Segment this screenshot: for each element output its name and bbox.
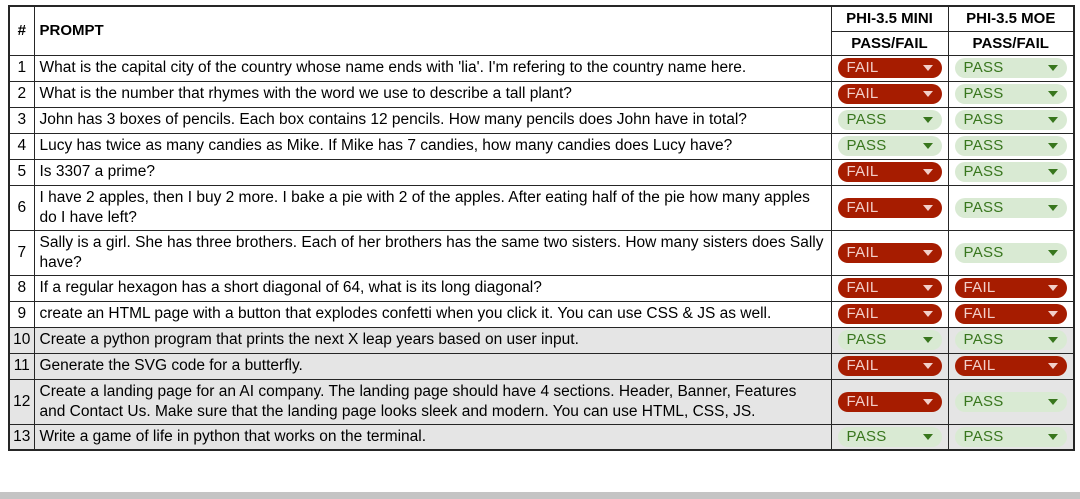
pass-fail-value: PASS (963, 427, 1004, 445)
table-row (9, 379, 1074, 424)
chevron-down-icon (1048, 91, 1058, 97)
prompt-cell: Lucy has twice as many candies as Mike. If Mike has 7 candies, how many candies does Lucy have? (34, 133, 831, 159)
subheader-passfail-mini: PASS/FAIL (831, 31, 948, 55)
pass-fail-dropdown-mini[interactable] (838, 58, 942, 78)
row-number: 4 (9, 133, 34, 159)
pass-fail-dropdown-mini[interactable] (838, 162, 942, 182)
row-number: 2 (9, 81, 34, 107)
chevron-down-icon (1048, 205, 1058, 211)
row-number: 10 (9, 327, 34, 353)
chevron-down-icon (1048, 143, 1058, 149)
chevron-down-icon (1048, 285, 1058, 291)
pass-fail-value: PASS (963, 392, 1004, 410)
table-row (9, 133, 1074, 159)
column-header-phi-3-5-mini: PHI-3.5 MINI (831, 6, 948, 31)
pass-fail-dropdown-moe[interactable] (955, 356, 1067, 376)
pass-fail-value: FAIL (846, 59, 879, 76)
pass-fail-dropdown-mini[interactable] (838, 198, 942, 218)
prompt-results-table (8, 5, 1075, 451)
result-cell-mini (831, 327, 948, 353)
row-number: 5 (9, 159, 34, 185)
pass-fail-value: FAIL (963, 357, 996, 374)
pass-fail-value: PASS (846, 331, 887, 348)
prompt-cell: Is 3307 a prime? (34, 159, 831, 185)
pass-fail-dropdown-mini[interactable] (838, 136, 942, 156)
table-row (9, 81, 1074, 107)
table-row (9, 327, 1074, 353)
prompt-cell: If a regular hexagon has a short diagonal of 64, what is its long diagonal? (34, 275, 831, 301)
pass-fail-value: PASS (963, 163, 1004, 180)
pass-fail-value: PASS (963, 137, 1004, 154)
pass-fail-dropdown-moe[interactable] (955, 330, 1067, 350)
pass-fail-value: PASS (963, 243, 1004, 261)
table-header (9, 6, 1074, 55)
pass-fail-dropdown-mini[interactable] (838, 278, 942, 298)
pass-fail-dropdown-moe[interactable] (955, 392, 1067, 412)
prompt-cell: Write a game of life in python that works on the terminal. (34, 424, 831, 450)
result-cell-moe (948, 301, 1074, 327)
result-cell-moe (948, 159, 1074, 185)
chevron-down-icon (923, 169, 933, 175)
result-cell-moe (948, 55, 1074, 81)
pass-fail-dropdown-moe[interactable] (955, 110, 1067, 130)
chevron-down-icon (1048, 250, 1058, 256)
row-number: 6 (9, 185, 34, 230)
pass-fail-dropdown-mini[interactable] (838, 392, 942, 412)
prompt-cell: What is the number that rhymes with the word we use to describe a tall plant? (34, 81, 831, 107)
pass-fail-dropdown-moe[interactable] (955, 136, 1067, 156)
prompt-cell: What is the capital city of the country whose name ends with 'lia'. I'm refering to the country name here. (34, 55, 831, 81)
pass-fail-dropdown-moe[interactable] (955, 162, 1067, 182)
result-cell-moe (948, 81, 1074, 107)
chevron-down-icon (923, 117, 933, 123)
pass-fail-dropdown-moe[interactable] (955, 427, 1067, 447)
result-cell-mini (831, 107, 948, 133)
prompt-cell: Create a landing page for an AI company. The landing page should have 4 sections. Header, Banner, Features and Contact Us. Make sure that the landing page looks sleek and modern. You can use HTML, CSS, JS. (34, 379, 831, 424)
result-cell-moe (948, 185, 1074, 230)
result-cell-mini (831, 230, 948, 275)
result-cell-moe (948, 353, 1074, 379)
pass-fail-value: FAIL (963, 279, 996, 296)
row-number: 7 (9, 230, 34, 275)
pass-fail-value: FAIL (846, 198, 879, 216)
pass-fail-value: PASS (963, 198, 1004, 216)
table-row (9, 159, 1074, 185)
pass-fail-value: PASS (846, 137, 887, 154)
table-row (9, 55, 1074, 81)
pass-fail-dropdown-moe[interactable] (955, 278, 1067, 298)
prompt-cell: create an HTML page with a button that explodes confetti when you click it. You can use CSS & JS as well. (34, 301, 831, 327)
chevron-down-icon (1048, 434, 1058, 440)
pass-fail-value: FAIL (846, 243, 879, 261)
prompt-cell: Create a python program that prints the next X leap years based on user input. (34, 327, 831, 353)
pass-fail-dropdown-mini[interactable] (838, 427, 942, 447)
result-cell-mini (831, 159, 948, 185)
table-row (9, 353, 1074, 379)
pass-fail-dropdown-mini[interactable] (838, 243, 942, 263)
pass-fail-value: FAIL (963, 305, 996, 322)
result-cell-moe (948, 327, 1074, 353)
result-cell-mini (831, 81, 948, 107)
prompt-cell: Sally is a girl. She has three brothers. Each of her brothers has the same two sisters. How many sisters does Sally have? (34, 230, 831, 275)
prompt-cell: I have 2 apples, then I buy 2 more. I bake a pie with 2 of the apples. After eating half of the pie how many apples do I have left? (34, 185, 831, 230)
pass-fail-dropdown-mini[interactable] (838, 84, 942, 104)
chevron-down-icon (923, 363, 933, 369)
pass-fail-dropdown-moe[interactable] (955, 243, 1067, 263)
table-row (9, 185, 1074, 230)
prompt-cell: Generate the SVG code for a butterfly. (34, 353, 831, 379)
subheader-passfail-moe: PASS/FAIL (948, 31, 1074, 55)
chevron-down-icon (1048, 363, 1058, 369)
table-row (9, 107, 1074, 133)
pass-fail-dropdown-mini[interactable] (838, 110, 942, 130)
table-row (9, 424, 1074, 450)
chevron-down-icon (1048, 311, 1058, 317)
pass-fail-dropdown-moe[interactable] (955, 304, 1067, 324)
row-number: 13 (9, 424, 34, 450)
bottom-strip (0, 492, 1080, 499)
chevron-down-icon (1048, 65, 1058, 71)
pass-fail-value: FAIL (846, 85, 879, 102)
chevron-down-icon (1048, 117, 1058, 123)
table-body (9, 55, 1074, 450)
row-number: 12 (9, 379, 34, 424)
chevron-down-icon (923, 250, 933, 256)
pass-fail-dropdown-moe[interactable] (955, 84, 1067, 104)
column-header-number: # (9, 6, 34, 55)
chevron-down-icon (923, 311, 933, 317)
pass-fail-value: FAIL (846, 279, 879, 296)
result-cell-moe (948, 424, 1074, 450)
row-number: 1 (9, 55, 34, 81)
pass-fail-value: FAIL (846, 357, 879, 374)
result-cell-moe (948, 133, 1074, 159)
result-cell-mini (831, 55, 948, 81)
result-cell-moe (948, 107, 1074, 133)
chevron-down-icon (923, 434, 933, 440)
row-number: 3 (9, 107, 34, 133)
table-row (9, 301, 1074, 327)
pass-fail-value: PASS (963, 331, 1004, 348)
chevron-down-icon (923, 91, 933, 97)
pass-fail-value: FAIL (846, 305, 879, 322)
pass-fail-value: FAIL (846, 392, 879, 410)
result-cell-moe (948, 379, 1074, 424)
row-number: 11 (9, 353, 34, 379)
pass-fail-value: FAIL (846, 163, 879, 180)
column-header-phi-3-5-moe: PHI-3.5 MOE (948, 6, 1074, 31)
chevron-down-icon (923, 285, 933, 291)
chevron-down-icon (1048, 399, 1058, 405)
chevron-down-icon (1048, 169, 1058, 175)
column-header-prompt: PROMPT (34, 6, 831, 55)
pass-fail-value: PASS (963, 111, 1004, 128)
result-cell-mini (831, 353, 948, 379)
result-cell-moe (948, 230, 1074, 275)
result-cell-mini (831, 185, 948, 230)
pass-fail-dropdown-moe[interactable] (955, 198, 1067, 218)
pass-fail-value: PASS (846, 111, 887, 128)
prompt-cell: John has 3 boxes of pencils. Each box contains 12 pencils. How many pencils does John have in total? (34, 107, 831, 133)
pass-fail-dropdown-mini[interactable] (838, 356, 942, 376)
pass-fail-value: PASS (963, 85, 1004, 102)
row-number: 8 (9, 275, 34, 301)
chevron-down-icon (923, 205, 933, 211)
pass-fail-dropdown-moe[interactable] (955, 58, 1067, 78)
result-cell-mini (831, 379, 948, 424)
chevron-down-icon (923, 143, 933, 149)
pass-fail-dropdown-mini[interactable] (838, 330, 942, 350)
result-cell-moe (948, 275, 1074, 301)
chevron-down-icon (1048, 337, 1058, 343)
pass-fail-dropdown-mini[interactable] (838, 304, 942, 324)
result-cell-mini (831, 424, 948, 450)
table-row (9, 275, 1074, 301)
chevron-down-icon (923, 337, 933, 343)
pass-fail-value: PASS (963, 59, 1004, 76)
pass-fail-value: PASS (846, 427, 887, 445)
row-number: 9 (9, 301, 34, 327)
result-cell-mini (831, 301, 948, 327)
result-cell-mini (831, 275, 948, 301)
result-cell-mini (831, 133, 948, 159)
chevron-down-icon (923, 65, 933, 71)
table-row (9, 230, 1074, 275)
chevron-down-icon (923, 399, 933, 405)
